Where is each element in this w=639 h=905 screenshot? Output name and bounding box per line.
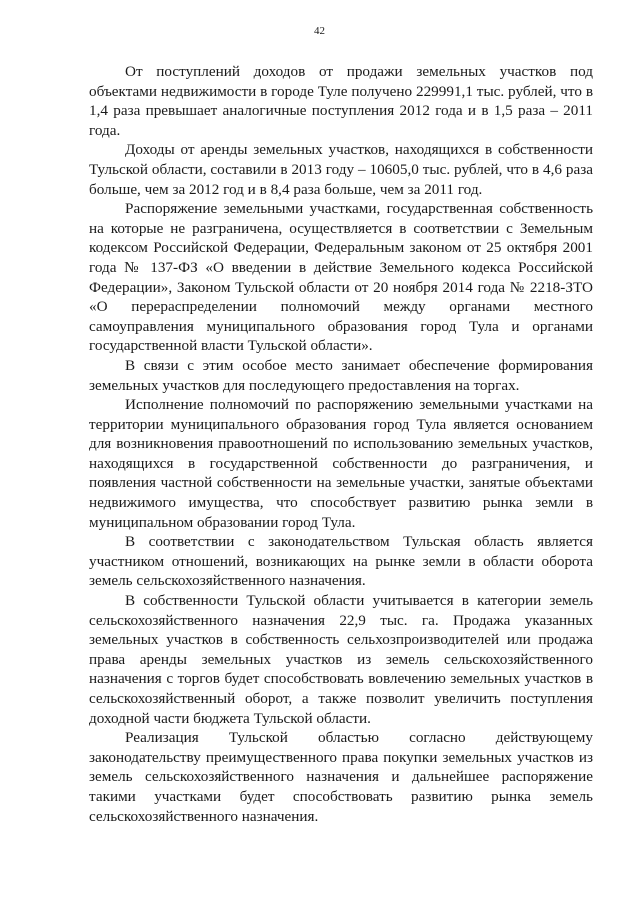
page-number: 42 [314, 25, 325, 37]
paragraph-preemptive-right: Реализация Тульской областью согласно действующему законодательству преимущественного права покупки земельных участков из земель сельскохозяйственного назначения и дальнейшее распоряжение такими участками будет способствовать развитию рынка земель сельскохозяйственного назначения. [89, 729, 593, 825]
paragraph-land-lease-revenue: Доходы от аренды земельных участков, находящихся в собственности Тульской области, составили в 2013 году – 10605,0 тыс. рублей, что в 4,6 раза больше, чем за 2012 год и в 8,4 раза больше, чем за 2011 год. [89, 141, 593, 198]
paragraph-regional-ownership: В собственности Тульской области учитывается в категории земель сельскохозяйственного назначения 22,9 тыс. га. Продажа указанных земельных участков в собственность сельхозпроизводителей или продажа права аренды земельных участков из земель сельскохозяйственного назначения с торгов будет способствовать вовлечению земельных участков в сельскохозяйственный оборот, а также позволит увеличить поступления доходной части бюджета Тульской области. [89, 592, 593, 727]
paragraph-auction-formation: В связи с этим особое место занимает обеспечение формирования земельных участков для последующего предоставления на торгах. [89, 356, 593, 394]
paragraph-land-sale-revenue: От поступлений доходов от продажи земельных участков под объектами недвижимости в городе Туле получено 229991,1 тыс. рублей, что в 1,4 раза превышает аналогичные поступления 2012 года и в 1,5 раза – 2011 года. [89, 63, 593, 139]
document-body [89, 62, 593, 826]
paragraph-powers-execution: Исполнение полномочий по распоряжению земельными участками на территории муниципального образования город Тула является основанием для возникновения правоотношений по использованию земельных участков, находящихся в государственной собственности до разграничения, и появления частной собственности на земельные участки, занятые объектами недвижимого имущества, что способствует развитию рынка земли в муниципальном образовании город Тула. [89, 396, 593, 531]
paragraph-land-disposal-law: Распоряжение земельными участками, государственная собственность на которые не разграничена, осуществляется в соответствии с Земельным кодексом Российской Федерации, Федеральным законом от 25 октября 2001 года № 137-ФЗ «О введении в действие Земельного кодекса Российской Федерации», Законом Тульской области от 20 ноября 2014 года № 2218-ЗТО «О перераспределении полномочий между органами местного самоуправления муниципального образования город Тула и органами государственной власти Тульской области». [89, 200, 593, 355]
paragraph-agricultural-market: В соответствии с законодательством Тульская область является участником отношений, возникающих на рынке земли в области оборота земель сельскохозяйственного назначения. [89, 533, 593, 590]
